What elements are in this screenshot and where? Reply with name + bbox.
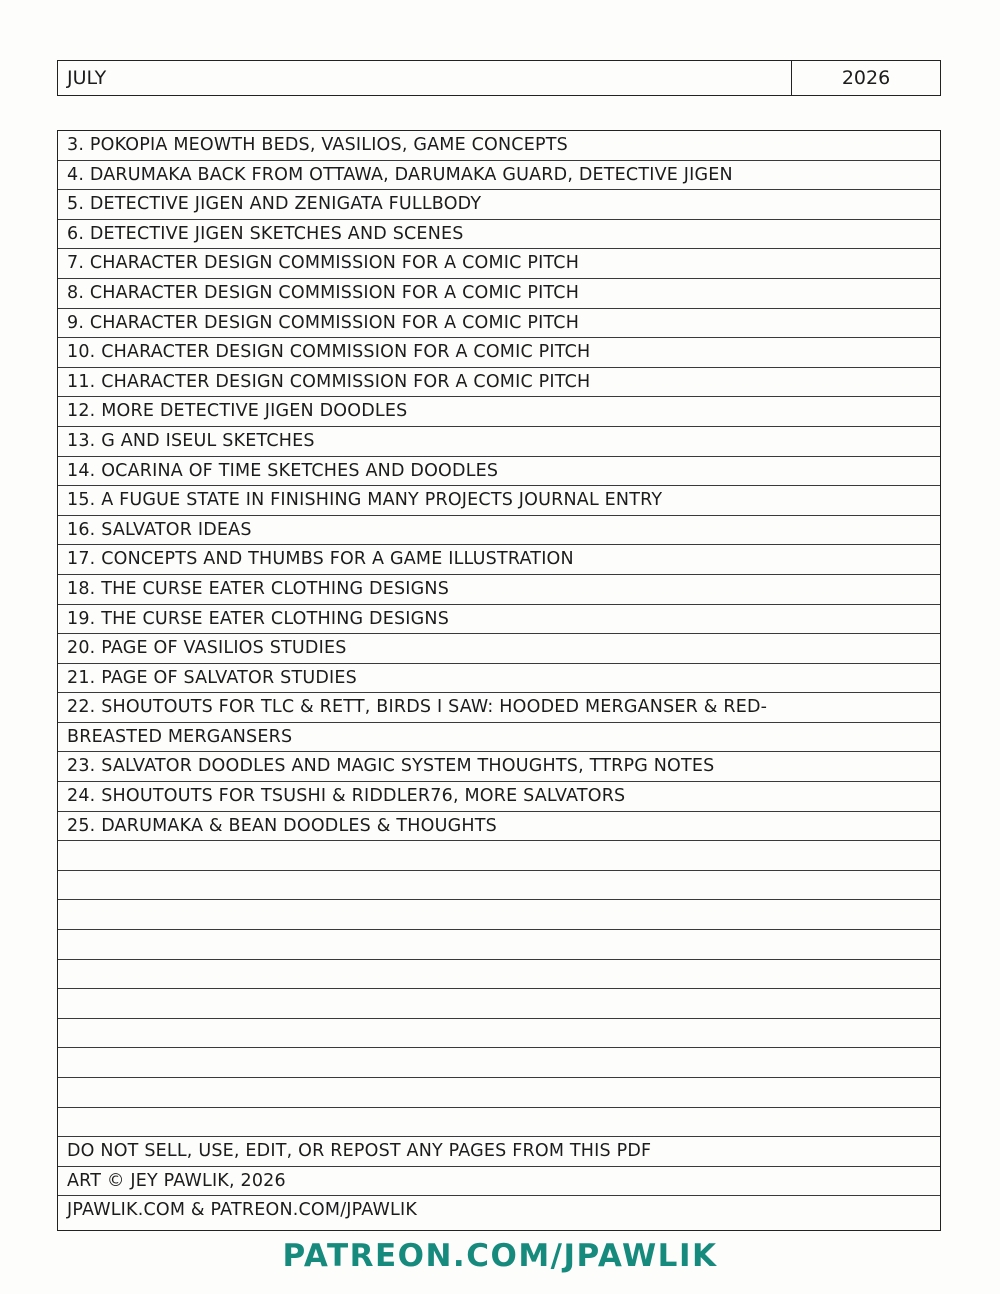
empty-log-line <box>58 841 940 871</box>
empty-log-line <box>58 1019 940 1049</box>
log-line: 22. SHOUTOUTS FOR TLC & RETT, BIRDS I SAW: HOODED MERGANSER & RED- <box>58 693 940 723</box>
empty-log-line <box>58 871 940 901</box>
journal-log-table <box>57 130 941 1231</box>
empty-log-line <box>58 1108 940 1138</box>
year-label: 2026 <box>841 67 891 89</box>
log-line: 19. THE CURSE EATER CLOTHING DESIGNS <box>58 605 940 635</box>
log-line: 10. CHARACTER DESIGN COMMISSION FOR A COMIC PITCH <box>58 338 940 368</box>
log-line: 17. CONCEPTS AND THUMBS FOR A GAME ILLUSTRATION <box>58 545 940 575</box>
month-header <box>57 60 941 96</box>
log-line: 3. POKOPIA MEOWTH BEDS, VASILIOS, GAME CONCEPTS <box>58 131 940 161</box>
log-line: 24. SHOUTOUTS FOR TSUSHI & RIDDLER76, MORE SALVATORS <box>58 782 940 812</box>
log-line: 7. CHARACTER DESIGN COMMISSION FOR A COMIC PITCH <box>58 249 940 279</box>
log-line: 12. MORE DETECTIVE JIGEN DOODLES <box>58 397 940 427</box>
log-line: 21. PAGE OF SALVATOR STUDIES <box>58 664 940 694</box>
log-line: 25. DARUMAKA & BEAN DOODLES & THOUGHTS <box>58 812 940 842</box>
log-line: 5. DETECTIVE JIGEN AND ZENIGATA FULLBODY <box>58 190 940 220</box>
log-line: DO NOT SELL, USE, EDIT, OR REPOST ANY PAGES FROM THIS PDF <box>58 1137 940 1167</box>
log-line: JPAWLIK.COM & PATREON.COM/JPAWLIK <box>67 1200 417 1221</box>
log-line: ART © JEY PAWLIK, 2026 <box>58 1167 940 1197</box>
log-line: 18. THE CURSE EATER CLOTHING DESIGNS <box>58 575 940 605</box>
month-label: JULY <box>58 61 792 95</box>
empty-log-line <box>58 989 940 1019</box>
empty-log-line <box>58 930 940 960</box>
log-line: 14. OCARINA OF TIME SKETCHES AND DOODLES <box>58 457 940 487</box>
log-line: 6. DETECTIVE JIGEN SKETCHES AND SCENES <box>58 220 940 250</box>
log-line: 8. CHARACTER DESIGN COMMISSION FOR A COMIC PITCH <box>58 279 940 309</box>
log-line: 15. A FUGUE STATE IN FINISHING MANY PROJECTS JOURNAL ENTRY <box>58 486 940 516</box>
log-line: 4. DARUMAKA BACK FROM OTTAWA, DARUMAKA GUARD, DETECTIVE JIGEN <box>58 161 940 191</box>
empty-log-line <box>58 1078 940 1108</box>
empty-log-line <box>58 900 940 930</box>
log-line: 23. SALVATOR DOODLES AND MAGIC SYSTEM THOUGHTS, TTRPG NOTES <box>58 752 940 782</box>
log-line: 9. CHARACTER DESIGN COMMISSION FOR A COMIC PITCH <box>58 309 940 339</box>
log-line: 13. G AND ISEUL SKETCHES <box>58 427 940 457</box>
log-line: 16. SALVATOR IDEAS <box>58 516 940 546</box>
log-line: BREASTED MERGANSERS <box>58 723 940 753</box>
empty-log-line <box>58 1048 940 1078</box>
log-line: 20. PAGE OF VASILIOS STUDIES <box>58 634 940 664</box>
empty-log-line <box>58 960 940 990</box>
patreon-link[interactable]: PATREON.COM/JPAWLIK <box>282 1238 718 1274</box>
log-line: 11. CHARACTER DESIGN COMMISSION FOR A COMIC PITCH <box>58 368 940 398</box>
